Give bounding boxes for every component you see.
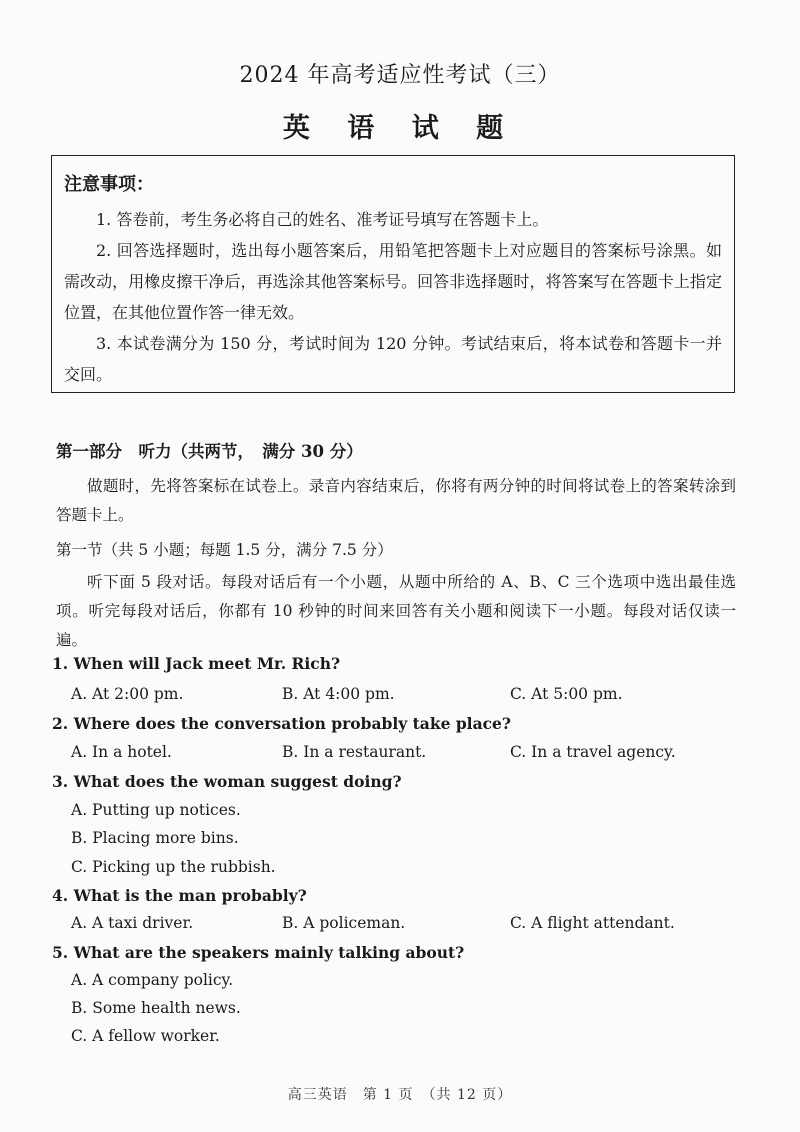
question-3-option-c: C. Picking up the rubbish. xyxy=(71,858,276,876)
notice-item-1: 1. 答卷前，考生务必将自己的姓名、准考证号填写在答题卡上。 xyxy=(96,210,549,229)
question-2-option-a: A. In a hotel. xyxy=(71,743,172,761)
question-4-option-a: A. A taxi driver. xyxy=(71,914,194,932)
notice-item-2: 2. 回答选择题时，选出每小题答案后，用铅笔把答题卡上对应题目的答案标号涂黑。如需改动，用橡皮擦干净后，再选涂其他答案标号。回答非选择题时，将答案写在答题卡上指定位置，在其他位置作答一律无效。 xyxy=(64,241,722,322)
question-5-option-b: B. Some health news. xyxy=(71,999,241,1017)
section1-heading: 第一节（共 5 小题；每题 1.5 分，满分 7.5 分） xyxy=(56,541,393,559)
question-4-option-c: C. A flight attendant. xyxy=(510,914,675,932)
part1-heading: 第一部分 听力（共两节， 满分 30 分） xyxy=(56,442,363,461)
question-3-option-a: A. Putting up notices. xyxy=(71,801,241,819)
question-2-option-b: B. In a restaurant. xyxy=(282,743,427,761)
question-3-option-b: B. Placing more bins. xyxy=(71,829,239,847)
question-1-option-c: C. At 5:00 pm. xyxy=(510,685,623,703)
notice-title: 注意事项： xyxy=(64,174,154,195)
question-5: 5. What are the speakers mainly talking about? xyxy=(52,943,465,962)
question-5-option-a: A. A company policy. xyxy=(71,971,234,989)
exam-subject: 英 语 试 题 xyxy=(282,113,518,144)
question-4-option-b: B. A policeman. xyxy=(282,914,406,932)
notice-box xyxy=(51,155,735,393)
page-footer: 高三英语 第 1 页 （共 12 页） xyxy=(287,1087,513,1103)
exam-title: 2024 年高考适应性考试（三） xyxy=(239,63,561,88)
question-3: 3. What does the woman suggest doing? xyxy=(52,772,402,791)
section1-instruction: 听下面 5 段对话。每段对话后有一个小题，从题中所给的 A、B、C 三个选项中选出最佳选项。听完每段对话后，你都有 10 秒钟的时间来回答有关小题和阅读下一小题。每段对话仅读一遍。 xyxy=(56,573,736,649)
question-2: 2. Where does the conversation probably take place? xyxy=(52,714,511,733)
question-4: 4. What is the man probably? xyxy=(52,886,307,905)
part1-instruction: 做题时，先将答案标在试卷上。录音内容结束后，你将有两分钟的时间将试卷上的答案转涂到答题卡上。 xyxy=(56,477,736,524)
notice-item-3: 3. 本试卷满分为 150 分，考试时间为 120 分钟。考试结束后，将本试卷和答题卡一并交回。 xyxy=(64,334,722,384)
section1 xyxy=(56,538,736,655)
question-1: 1. When will Jack meet Mr. Rich? xyxy=(52,654,341,673)
question-2-option-c: C. In a travel agency. xyxy=(510,743,676,761)
part1 xyxy=(56,438,736,530)
question-1-option-b: B. At 4:00 pm. xyxy=(282,685,395,703)
question-1-option-a: A. At 2:00 pm. xyxy=(71,685,184,703)
question-5-option-c: C. A fellow worker. xyxy=(71,1027,220,1045)
